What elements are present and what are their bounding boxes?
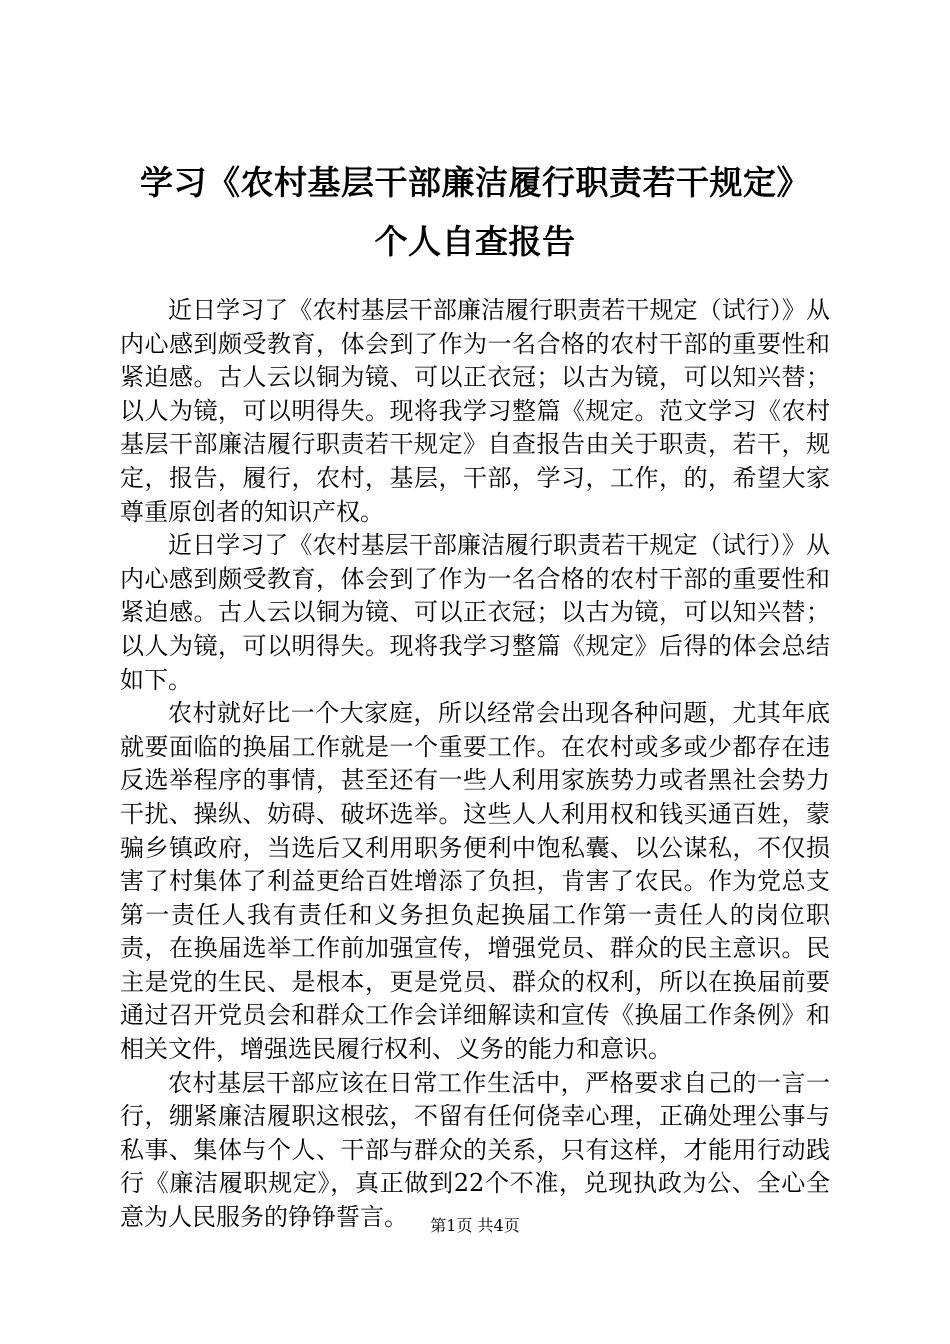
paragraph-4: 农村基层干部应该在日常工作生活中，严格要求自己的一言一行，绷紧廉洁履职这根弦，不留有任何侥幸心理，正确处理公事与私事、集体与个人、干部与群众的关系，只有这样，才能用行动践行《廉洁履职规定》，真正做到22个不准，兑现执政为公、全心全意为人民服务的铮铮誓言。	[120, 1068, 830, 1232]
document-body	[120, 294, 830, 1235]
paragraph-3: 农村就好比一个大家庭，所以经常会出现各种问题，尤其年底就要面临的换届工作就是一个重要工作。在农村或多或少都存在违反选举程序的事情，甚至还有一些人利用家族势力或者黑社会势力干扰、操纵、妨碍、破坏选举。这些人人利用权和钱买通百姓，蒙骗乡镇政府，当选后又利用职务便利中饱私囊、以公谋私，不仅损害了村集体了利益更给百姓增添了负担，肯害了农民。作为党总支第一责任人我有责任和义务担负起换届工作第一责任人的岗位职责，在换届选举工作前加强宣传，增强党员、群众的民主意识。民主是党的生民、是根本，更是党员、群众的权利，所以在换届前要通过召开党员会和群众工作会详细解读和宣传《换届工作条例》和相关文件，增强选民履行权利、义务的能力和意识。	[120, 699, 830, 1064]
paragraph-1: 近日学习了《农村基层干部廉洁履行职责若干规定（试行）》从内心感到颇受教育，体会到了作为一名合格的农村干部的重要性和紧迫感。古人云以铜为镜、可以正衣冠；以古为镜，可以知兴替；以人为镜，可以明得失。现将我学习整篇《规定。范文学习《农村基层干部廉洁履行职责若干规定》自查报告由关于职责，若干，规定，报告，履行，农村，基层，干部，学习，工作，的，希望大家尊重原创者的知识产权。	[120, 296, 830, 526]
page-footer: 第1页 共4页	[430, 1216, 520, 1235]
paragraph-2: 近日学习了《农村基层干部廉洁履行职责若干规定（试行）》从内心感到颇受教育，体会到了作为一名合格的农村干部的重要性和紧迫感。古人云以铜为镜、可以正衣冠；以古为镜，可以知兴替；以人为镜，可以明得失。现将我学习整篇《规定》后得的体会总结如下。	[120, 531, 830, 694]
document-title-line-2: 个人自查报告	[374, 222, 576, 261]
document-title-line-1: 学习《农村基层干部廉洁履行职责若干规定》	[140, 163, 810, 202]
